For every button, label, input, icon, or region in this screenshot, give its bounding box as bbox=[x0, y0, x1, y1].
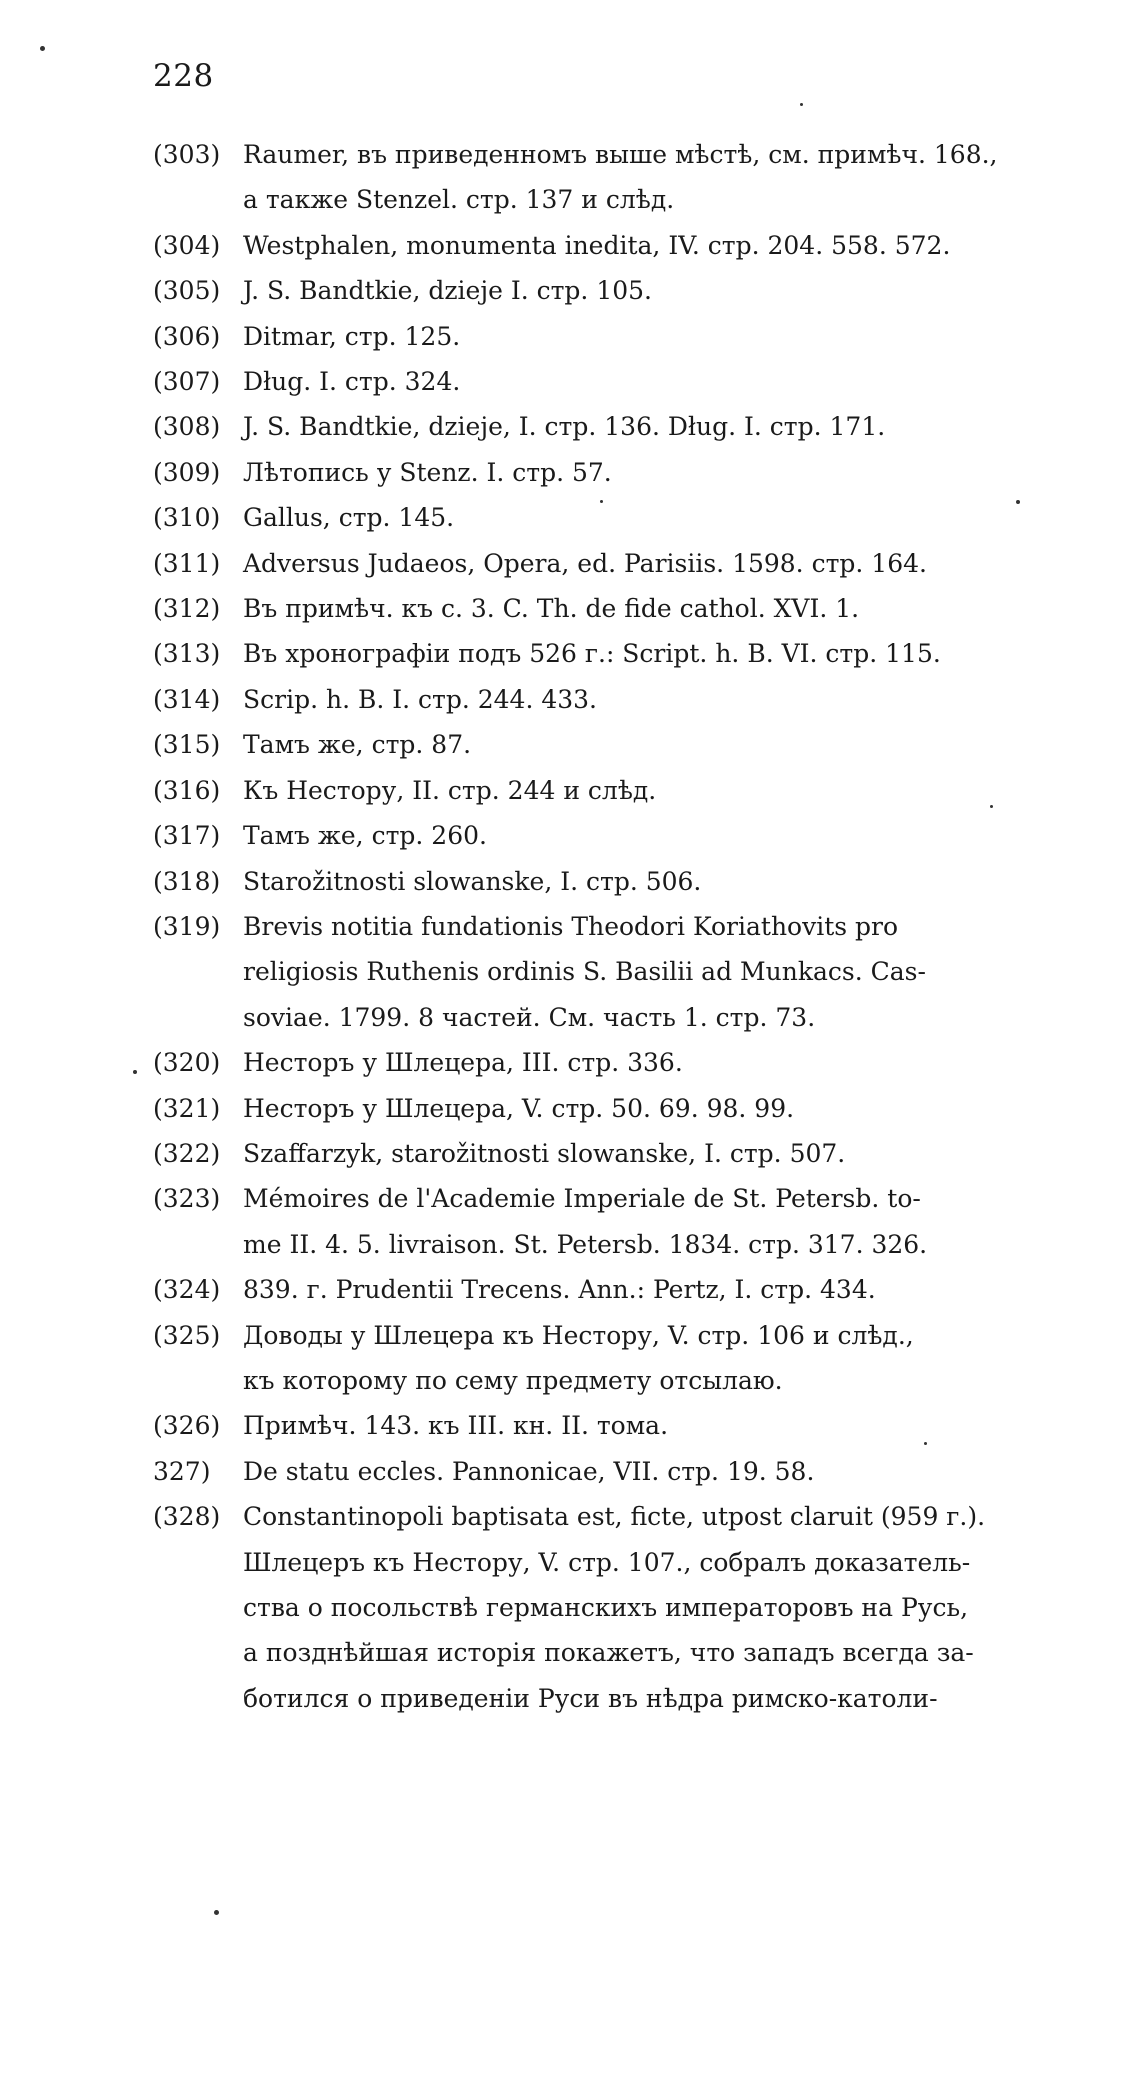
footnote bbox=[153, 904, 1103, 1040]
footnote-line: Constantinopoli baptisata est, ficte, utpost claruit (959 г.). bbox=[243, 1502, 986, 1532]
footnote-line: а также Stenzel. стр. 137 и слѣд. bbox=[243, 185, 675, 215]
footnote-line: Ditmar, стр. 125. bbox=[243, 321, 461, 351]
footnote bbox=[153, 1131, 1103, 1176]
footnote-line: religiosis Ruthenis ordinis S. Basilii ad Munkacs. Cas- bbox=[243, 957, 926, 987]
footnote-line: Mémoires de l'Academie Imperiale de St. Petersb. to- bbox=[243, 1184, 921, 1214]
footnote-text bbox=[243, 268, 1103, 313]
footnote-line: De statu eccles. Pannonicae, VII. стр. 19. 58. bbox=[243, 1456, 815, 1486]
footnote-text bbox=[243, 1176, 1103, 1267]
footnote-number: (325) bbox=[153, 1320, 221, 1350]
paper-speck bbox=[1016, 500, 1020, 504]
footnote-text bbox=[243, 813, 1103, 858]
footnote-text bbox=[243, 1131, 1103, 1176]
footnote-line: Scrip. h. B. I. стр. 244. 433. bbox=[243, 684, 598, 714]
footnote bbox=[153, 1267, 1103, 1312]
footnote-number: (306) bbox=[153, 321, 221, 351]
footnote-number: (326) bbox=[153, 1411, 221, 1441]
footnote-text bbox=[243, 859, 1103, 904]
footnote bbox=[153, 859, 1103, 904]
paper-speck bbox=[133, 1070, 137, 1074]
paper-speck bbox=[924, 1442, 927, 1445]
footnote-line: Westphalen, monumenta inedita, IV. стр. 204. 558. 572. bbox=[243, 230, 951, 260]
footnote-text bbox=[243, 1040, 1103, 1085]
footnote-number: (316) bbox=[153, 775, 221, 805]
footnote bbox=[153, 1403, 1103, 1448]
footnote bbox=[153, 813, 1103, 858]
footnote-text bbox=[243, 404, 1103, 449]
footnote bbox=[153, 268, 1103, 313]
footnote-number: (311) bbox=[153, 548, 221, 578]
paper-speck bbox=[40, 46, 45, 51]
footnote-text bbox=[243, 1313, 1103, 1404]
footnote bbox=[153, 359, 1103, 404]
footnote-number: (317) bbox=[153, 821, 221, 851]
footnote-number: (309) bbox=[153, 457, 221, 487]
footnote bbox=[153, 722, 1103, 767]
footnote-line: Szaffarzyk, starožitnosti slowanske, I. стр. 507. bbox=[243, 1138, 846, 1168]
footnote bbox=[153, 1176, 1103, 1267]
footnote-number: 327) bbox=[153, 1456, 211, 1486]
footnote bbox=[153, 495, 1103, 540]
footnote-line: Примѣч. 143. къ III. кн. II. тома. bbox=[243, 1411, 669, 1441]
footnote-line: 839. г. Prudentii Trecens. Ann.: Pertz, I. стр. 434. bbox=[243, 1275, 876, 1305]
footnote-line: J. S. Bandtkie, dzieje, I. стр. 136. Dług. I. стр. 171. bbox=[243, 412, 886, 442]
footnote-line: Gallus, стр. 145. bbox=[243, 503, 455, 533]
footnote-text bbox=[243, 904, 1103, 1040]
paper-speck bbox=[800, 103, 803, 106]
footnote-text bbox=[243, 495, 1103, 540]
footnote-text bbox=[243, 359, 1103, 404]
footnote bbox=[153, 631, 1103, 676]
footnote-text bbox=[243, 722, 1103, 767]
footnote bbox=[153, 1449, 1103, 1494]
footnote-line: Доводы у Шлецера къ Нестору, V. стр. 106 и слѣд., bbox=[243, 1320, 914, 1350]
footnote bbox=[153, 450, 1103, 495]
footnote-number: (313) bbox=[153, 639, 221, 669]
footnote-number: (323) bbox=[153, 1184, 221, 1214]
footnote bbox=[153, 1313, 1103, 1404]
footnote-number: (305) bbox=[153, 276, 221, 306]
footnote-line: Несторъ у Шлецера, III. стр. 336. bbox=[243, 1048, 683, 1078]
footnote-line: Несторъ у Шлецера, V. стр. 50. 69. 98. 99. bbox=[243, 1093, 795, 1123]
footnote-number: (307) bbox=[153, 367, 221, 397]
footnote-text bbox=[243, 1403, 1103, 1448]
footnote bbox=[153, 223, 1103, 268]
footnote bbox=[153, 541, 1103, 586]
footnote-text bbox=[243, 1449, 1103, 1494]
footnote bbox=[153, 586, 1103, 631]
footnote-number: (312) bbox=[153, 594, 221, 624]
footnote-number: (315) bbox=[153, 730, 221, 760]
footnote-text bbox=[243, 132, 1103, 223]
footnote-text bbox=[243, 586, 1103, 631]
page-number: 228 bbox=[153, 58, 214, 94]
footnote-line: Adversus Judaeos, Opera, ed. Parisiis. 1598. стр. 164. bbox=[243, 548, 927, 578]
footnote-number: (304) bbox=[153, 230, 221, 260]
footnote-line: Въ хронографіи подъ 526 г.: Script. h. B. VI. стр. 115. bbox=[243, 639, 941, 669]
paper-speck bbox=[990, 805, 993, 808]
footnote bbox=[153, 314, 1103, 359]
footnote-number: (310) bbox=[153, 503, 221, 533]
footnotes-list bbox=[153, 132, 1103, 1721]
footnote-line: me II. 4. 5. livraison. St. Petersb. 1834. стр. 317. 326. bbox=[243, 1229, 928, 1259]
footnote-text bbox=[243, 768, 1103, 813]
footnote-number: (314) bbox=[153, 684, 221, 714]
footnote-text bbox=[243, 223, 1103, 268]
paper-speck bbox=[214, 1910, 219, 1915]
footnote-line: Dług. I. стр. 324. bbox=[243, 367, 461, 397]
footnote bbox=[153, 1494, 1103, 1721]
footnote bbox=[153, 677, 1103, 722]
footnote-line: Къ Нестору, II. стр. 244 и слѣд. bbox=[243, 775, 657, 805]
footnote bbox=[153, 404, 1103, 449]
footnote-text bbox=[243, 314, 1103, 359]
footnote-number: (303) bbox=[153, 140, 221, 169]
footnote-line: ботился о приведеніи Руси въ нѣдра римско-католи- bbox=[243, 1683, 938, 1713]
paper-speck bbox=[600, 500, 603, 503]
footnote bbox=[153, 132, 1103, 223]
footnote-number: (322) bbox=[153, 1138, 221, 1168]
footnote-text bbox=[243, 1086, 1103, 1131]
footnote-line: Тамъ же, стр. 87. bbox=[243, 730, 472, 760]
footnote-number: (324) bbox=[153, 1275, 221, 1305]
footnote bbox=[153, 1086, 1103, 1131]
footnote-line: Въ примѣч. къ с. 3. C. Th. de fide cathol. XVI. 1. bbox=[243, 594, 860, 624]
footnote-line: а позднѣйшая исторія покажетъ, что западъ всегда за- bbox=[243, 1638, 974, 1668]
footnote-line: Brevis notitia fundationis Theodori Koriathovits pro bbox=[243, 911, 899, 941]
footnote-number: (328) bbox=[153, 1502, 221, 1532]
footnote-text bbox=[243, 677, 1103, 722]
footnote-number: (318) bbox=[153, 866, 221, 896]
footnote-number: (321) bbox=[153, 1093, 221, 1123]
footnote-line: Starožitnosti slowanske, I. стр. 506. bbox=[243, 866, 702, 896]
footnote-number: (320) bbox=[153, 1048, 221, 1078]
footnote-number: (308) bbox=[153, 412, 221, 442]
footnote bbox=[153, 1040, 1103, 1085]
footnote-line: Raumer, въ приведенномъ выше мѣстѣ, см. примѣч. 168., bbox=[243, 140, 998, 169]
footnote-text bbox=[243, 541, 1103, 586]
footnote-line: ства о посольствѣ германскихъ императоровъ на Русь, bbox=[243, 1593, 969, 1622]
footnote-line: къ которому по сему предмету отсылаю. bbox=[243, 1365, 783, 1395]
footnote-number: (319) bbox=[153, 911, 221, 941]
footnote-text bbox=[243, 1494, 1103, 1721]
footnote-text bbox=[243, 1267, 1103, 1312]
footnote-text bbox=[243, 631, 1103, 676]
footnote bbox=[153, 768, 1103, 813]
footnote-line: Тамъ же, стр. 260. bbox=[243, 821, 487, 851]
footnote-text bbox=[243, 450, 1103, 495]
footnote-line: Лѣтопись у Stenz. I. стр. 57. bbox=[243, 457, 612, 487]
footnote-line: Шлецеръ къ Нестору, V. стр. 107., собралъ доказатель- bbox=[243, 1547, 971, 1577]
footnote-line: J. S. Bandtkie, dzieje I. стр. 105. bbox=[243, 276, 652, 306]
footnote-line: soviae. 1799. 8 частей. См. часть 1. стр. 73. bbox=[243, 1002, 816, 1032]
